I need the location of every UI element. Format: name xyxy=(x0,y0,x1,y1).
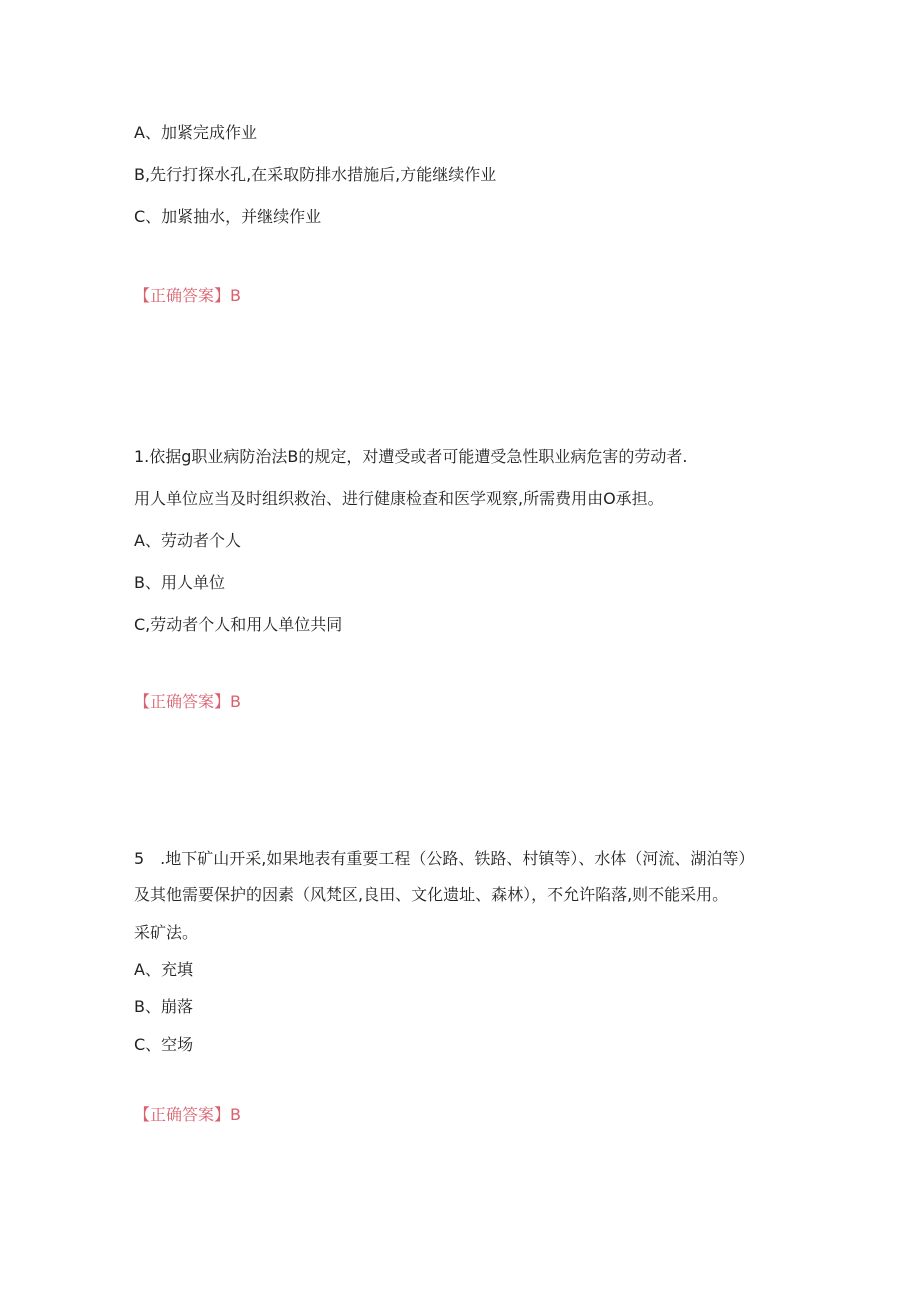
option-a: A、充填 xyxy=(134,960,193,979)
option-b: B,先行打探水孔,在采取防排水措施后,方能继续作业 xyxy=(134,165,497,184)
option-c: C、加紧抽水，并继续作业 xyxy=(134,207,322,226)
option-b: B、崩落 xyxy=(134,997,193,1016)
option-a: A、劳动者个人 xyxy=(134,531,241,550)
question-stem-line-1: 5 .地下矿山开采,如果地表有重要工程（公路、铁路、村镇等）、水体（河流、湖泊等） xyxy=(134,849,755,868)
correct-answer: 【正确答案】B xyxy=(134,286,241,305)
option-a: A、加紧完成作业 xyxy=(134,123,257,142)
question-stem-line-2: 及其他需要保护的因素（风梵区,良田、文化遗址、森林），不允许陷落,则不能采用。 xyxy=(134,885,729,904)
correct-answer: 【正确答案】B xyxy=(134,692,241,711)
question-stem-line-1: 1.依据g职业病防治法B的规定，对遭受或者可能遭受急性职业病危害的劳动者. xyxy=(134,447,688,466)
correct-answer: 【正确答案】B xyxy=(134,1105,241,1124)
option-c: C、空场 xyxy=(134,1035,194,1054)
question-stem-line-2: 用人单位应当及时组织救治、进行健康检查和医学观察,所需费用由O承担。 xyxy=(134,489,664,508)
option-c: C,劳动者个人和用人单位共同 xyxy=(134,615,343,634)
question-stem-line-3: 采矿法。 xyxy=(134,923,199,942)
option-b: B、用人单位 xyxy=(134,573,225,592)
